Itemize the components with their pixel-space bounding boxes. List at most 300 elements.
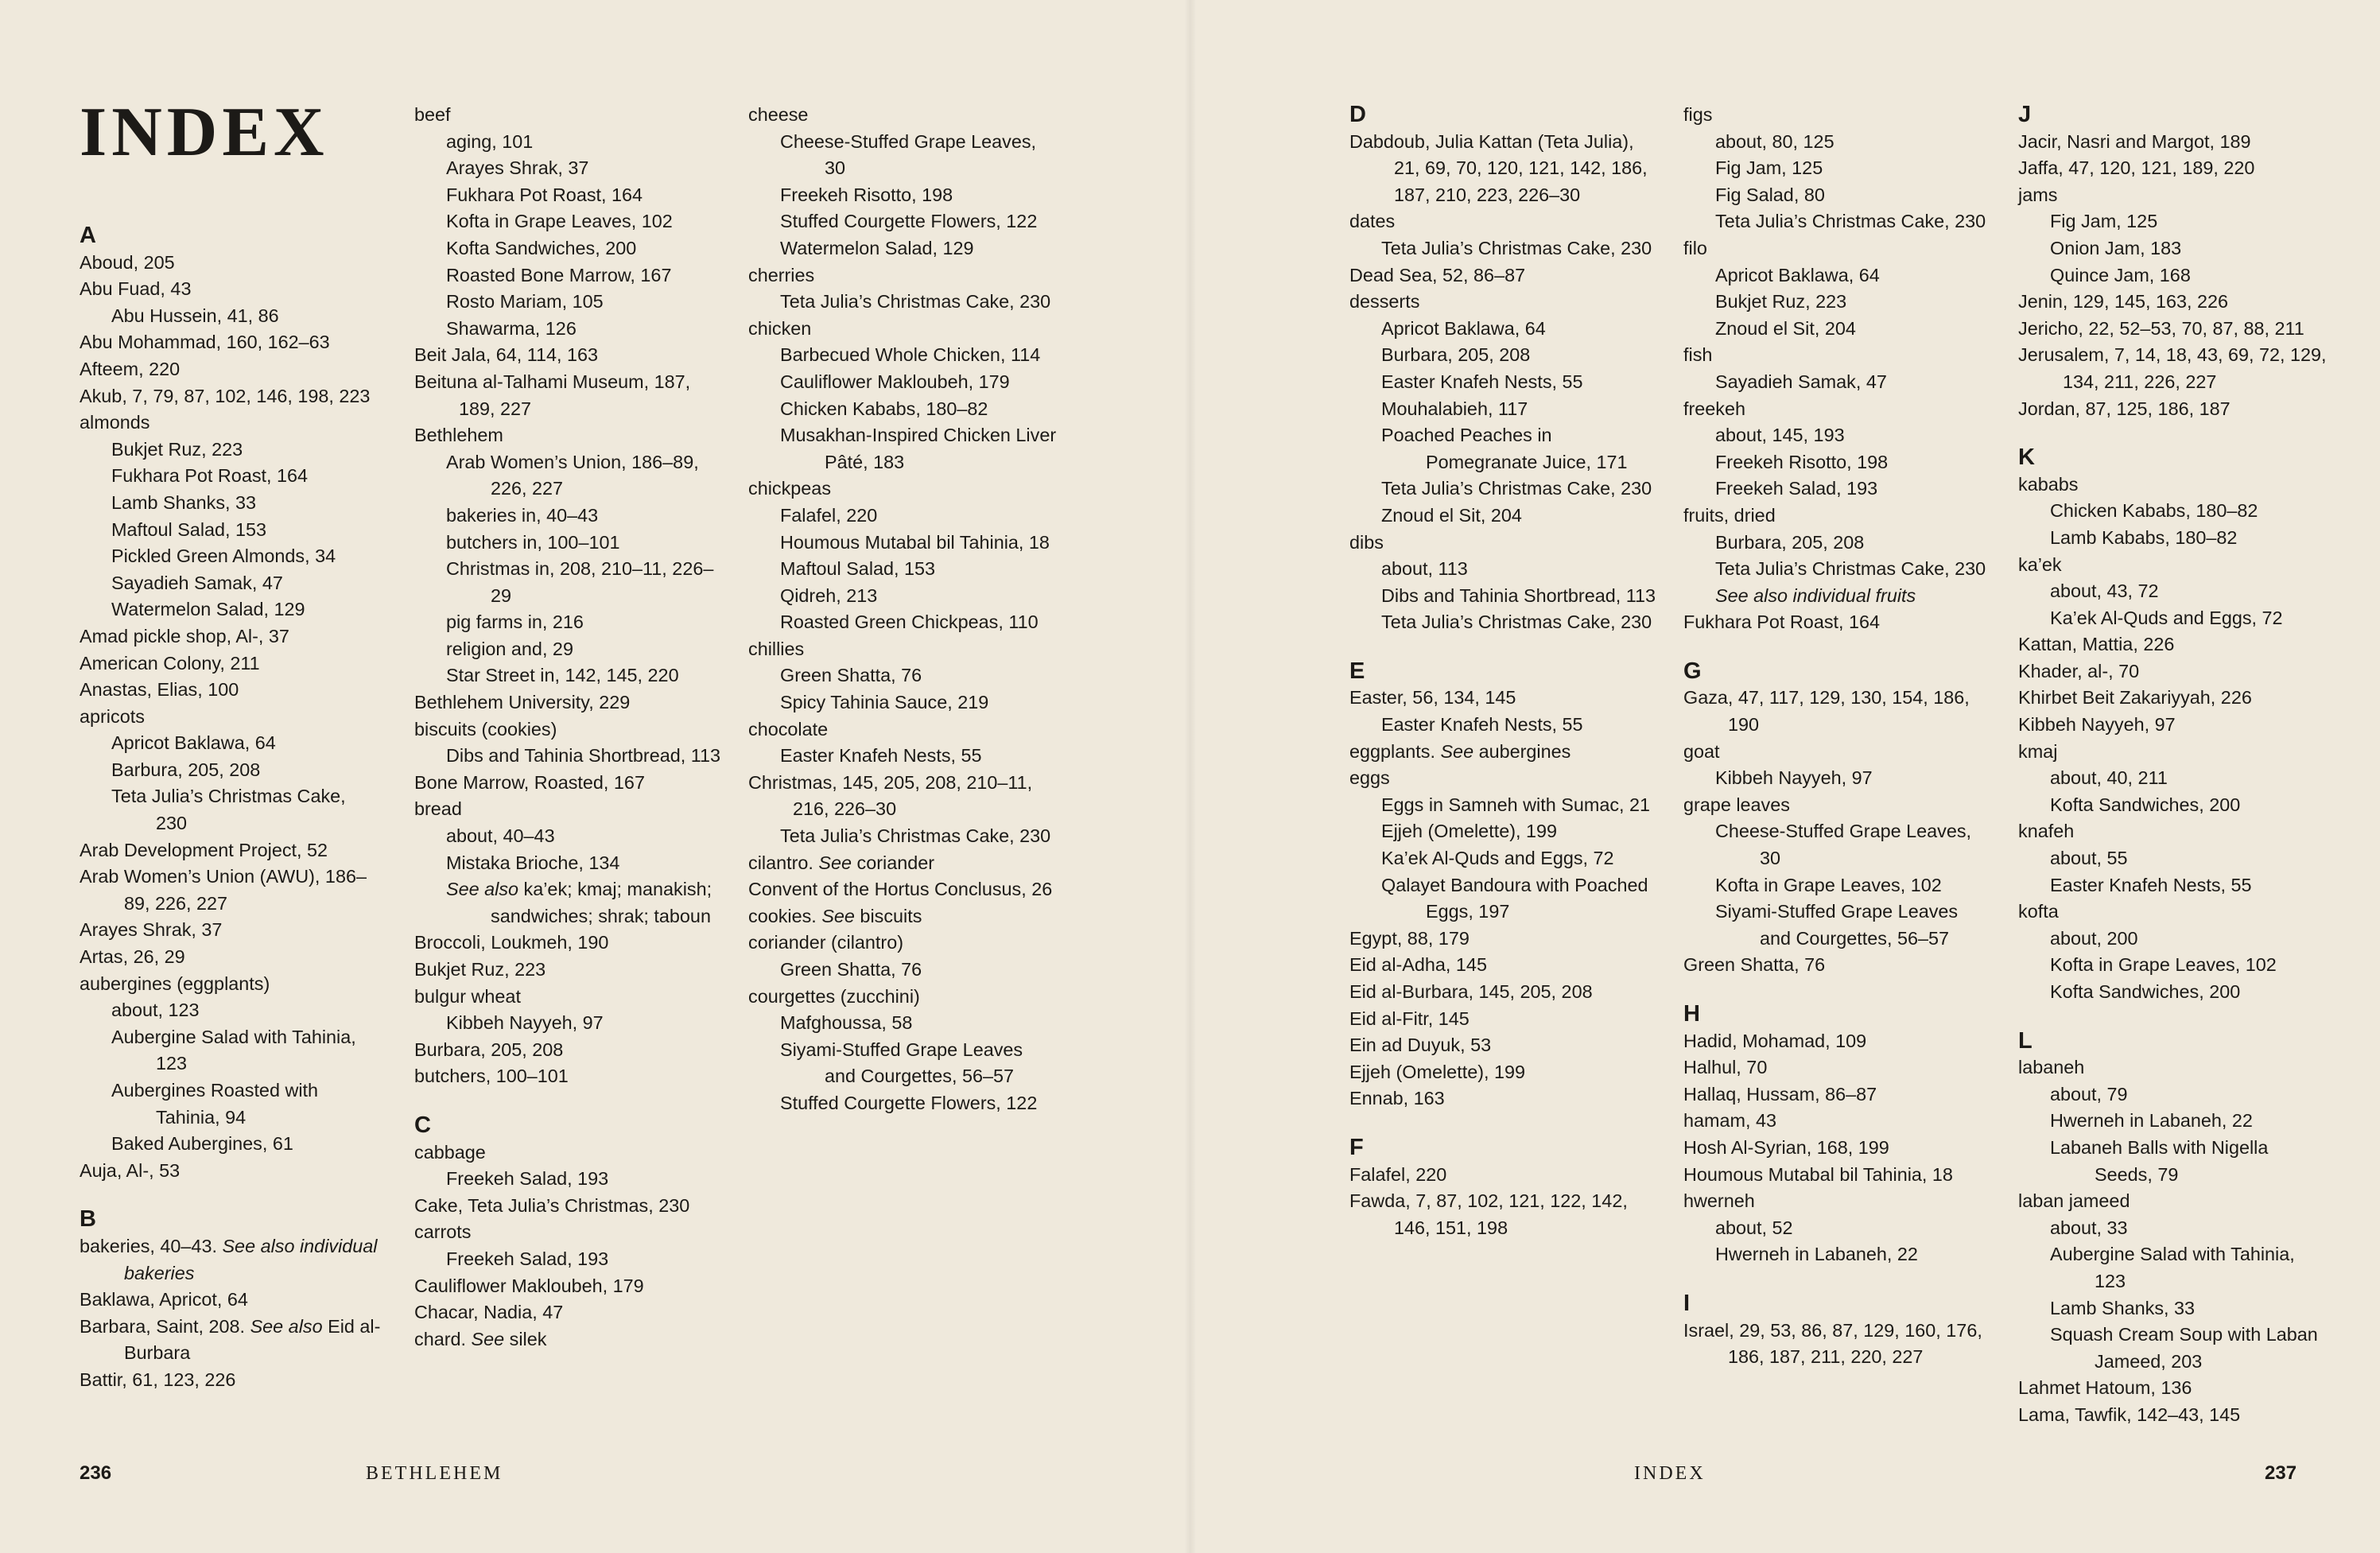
- entry-text: Aubergines Roasted with Tahinia, 94: [111, 1080, 319, 1128]
- index-subentry: [414, 636, 724, 663]
- entry-text: Eggs in Samneh with Sumac, 21: [1381, 794, 1651, 815]
- entry-text: Teta Julia’s Christmas Cake, 230: [1715, 558, 1986, 580]
- entry-text: Quince Jam, 168: [2050, 264, 2191, 285]
- index-entry: [1349, 289, 1660, 316]
- index-subentry: [414, 609, 724, 636]
- index-subentry: [748, 369, 1058, 396]
- index-entry: [80, 650, 382, 677]
- index-column-5: [1683, 102, 1994, 1371]
- entry-text: Anastas, Elias, 100: [80, 679, 239, 701]
- entry-text: Mistaka Brioche, 134: [446, 852, 620, 873]
- index-subentry: [80, 757, 382, 784]
- entry-text: Star Street in, 142, 145, 220: [446, 665, 679, 686]
- entry-text: Apricot Baklawa, 64: [111, 732, 276, 754]
- entry-text: Akub, 7, 79, 87, 102, 146, 198, 223: [80, 385, 371, 406]
- entry-text: about, 200: [2050, 927, 2138, 949]
- index-entry: [1683, 342, 1994, 369]
- entry-text: about, 79: [2050, 1083, 2128, 1105]
- entry-text: Arab Women’s Union, 186–89, 226, 227: [446, 451, 699, 499]
- entry-text: Christmas in, 208, 210–11, 226–29: [446, 558, 714, 606]
- index-subentry: [1349, 369, 1660, 396]
- cross-reference: See: [821, 905, 855, 926]
- index-subentry: [2018, 578, 2328, 605]
- index-entry: [414, 1140, 724, 1167]
- index-entry: [2018, 1054, 2328, 1081]
- index-subentry: [414, 182, 724, 209]
- index-entry: [748, 984, 1058, 1011]
- index-entry: [1349, 1162, 1660, 1189]
- entry-text: Apricot Baklawa, 64: [1715, 264, 1880, 285]
- index-subentry: [2018, 926, 2328, 953]
- entry-text: Hosh Al-Syrian, 168, 199: [1683, 1136, 1889, 1158]
- index-subentry: [748, 556, 1058, 583]
- entry-text: Barbara, Saint, 208.: [80, 1315, 250, 1337]
- index-subentry: [748, 208, 1058, 235]
- entry-text: Green Shatta, 76: [1683, 954, 1826, 976]
- entry-text: Ejjeh (Omelette), 199: [1381, 821, 1558, 842]
- section-letter: D: [1349, 102, 1366, 127]
- entry-text: Kofta in Grape Leaves, 102: [2050, 954, 2277, 976]
- entry-text: about, 33: [2050, 1217, 2128, 1238]
- index-subentry: [1349, 818, 1660, 845]
- cross-reference: See: [818, 852, 852, 873]
- entry-text: Lahmet Hatoum, 136: [2018, 1377, 2192, 1399]
- entry-text: Egypt, 88, 179: [1349, 927, 1470, 949]
- entry-text: grape leaves: [1683, 794, 1790, 815]
- entry-text: Arayes Shrak, 37: [80, 919, 223, 941]
- entry-text: Green Shatta, 76: [780, 665, 922, 686]
- index-column-1: [80, 223, 382, 1394]
- entry-text: aging, 101: [446, 130, 534, 152]
- index-entry: [414, 1219, 724, 1246]
- index-subentry: [80, 517, 382, 544]
- index-entry: [1683, 235, 1994, 262]
- entry-text: Jenin, 129, 145, 163, 226: [2018, 291, 2229, 313]
- index-entry: [80, 383, 382, 410]
- entry-text: Lamb Shanks, 33: [111, 491, 257, 513]
- entry-text: Hallaq, Hussam, 86–87: [1683, 1083, 1877, 1105]
- index-subentry: [748, 503, 1058, 530]
- index-subentry: [80, 1024, 382, 1077]
- entry-text: knafeh: [2018, 821, 2075, 842]
- index-subentry: [80, 490, 382, 517]
- index-subentry: [414, 1010, 724, 1037]
- index-subentry: [1683, 583, 1994, 610]
- entry-text: Shawarma, 126: [446, 317, 577, 339]
- cross-reference: See also: [250, 1315, 323, 1337]
- index-subentry: [414, 876, 724, 930]
- entry-text: goat: [1683, 740, 1720, 762]
- index-entry: [1349, 1006, 1660, 1033]
- entry-text: Aubergine Salad with Tahinia, 123: [2050, 1244, 2295, 1291]
- index-subentry: [748, 1010, 1058, 1037]
- entry-text: Gaza, 47, 117, 129, 130, 154, 186, 190: [1683, 687, 1970, 736]
- index-subentry: [80, 463, 382, 490]
- entry-text: Bukjet Ruz, 223: [414, 959, 546, 980]
- entry-text: Stuffed Courgette Flowers, 122: [780, 1092, 1038, 1113]
- entry-text: Houmous Mutabal bil Tahinia, 18: [1683, 1163, 1953, 1185]
- cross-reference: See: [1440, 740, 1474, 762]
- index-entry: [2018, 818, 2328, 845]
- entry-text: Cheese-Stuffed Grape Leaves, 30: [1715, 821, 1972, 869]
- index-subentry: [1349, 845, 1660, 872]
- entry-text: Arayes Shrak, 37: [446, 157, 589, 179]
- entry-text: Lamb Shanks, 33: [2050, 1297, 2196, 1318]
- index-subentry: [414, 530, 724, 557]
- index-subentry: [1349, 235, 1660, 262]
- index-entry: [414, 1273, 724, 1300]
- index-subentry: [414, 556, 724, 609]
- entry-text: Eid al-Adha, 145: [1349, 954, 1487, 976]
- entry-text: bakeries, 40–43.: [80, 1235, 223, 1256]
- index-entry: [1349, 765, 1660, 792]
- index-entry: [414, 716, 724, 743]
- entry-text: carrots: [414, 1221, 472, 1243]
- index-subentry: [1349, 609, 1660, 636]
- entry-text: Siyami-Stuffed Grape Leaves and Courgettes, 56–57: [780, 1039, 1023, 1087]
- entry-text: Bethlehem University, 229: [414, 692, 631, 713]
- entry-text: Abu Mohammad, 160, 162–63: [80, 332, 330, 353]
- index-subentry: [414, 235, 724, 262]
- index-subentry: [1349, 872, 1660, 926]
- entry-text: about, 145, 193: [1715, 425, 1845, 446]
- index-subentry: [414, 662, 724, 689]
- index-subentry: [414, 503, 724, 530]
- entry-text: about, 113: [1381, 558, 1468, 580]
- entry-text: Auja, Al-, 53: [80, 1159, 181, 1181]
- index-entry: [1349, 952, 1660, 979]
- index-entry: [2018, 1188, 2328, 1215]
- index-entry: [80, 704, 382, 731]
- index-subentry: [80, 437, 382, 464]
- index-subentry: [748, 689, 1058, 716]
- entry-text: Easter, 56, 134, 145: [1349, 687, 1516, 709]
- section-letter: A: [80, 223, 96, 248]
- index-subentry: [1349, 792, 1660, 819]
- entry-text: Burbara, 205, 208: [414, 1039, 564, 1060]
- entry-text: Kibbeh Nayyeh, 97: [2018, 714, 2176, 736]
- index-entry: [2018, 316, 2328, 343]
- index-entry: [414, 1063, 724, 1090]
- entry-text: Eid al-Burbara, 145, 205, 208: [1349, 981, 1593, 1002]
- entry-text: about, 123: [111, 1000, 200, 1021]
- entry-text: Bethlehem: [414, 425, 503, 446]
- index-entry: [80, 276, 382, 303]
- index-subentry: [1683, 129, 1994, 156]
- entry-text: dibs: [1349, 531, 1384, 553]
- entry-text: bread: [414, 798, 462, 820]
- index-entry: [80, 944, 382, 971]
- index-entry: [748, 262, 1058, 289]
- entry-text: Khader, al-, 70: [2018, 660, 2140, 681]
- index-entry: [414, 1326, 724, 1353]
- entry-text: about, 52: [1715, 1217, 1793, 1238]
- entry-text: Hadid, Mohamad, 109: [1683, 1030, 1867, 1051]
- entry-text: Rosto Mariam, 105: [446, 291, 604, 313]
- entry-text: Easter Knafeh Nests, 55: [1381, 714, 1583, 736]
- entry-text: Teta Julia’s Christmas Cake, 230: [1381, 611, 1652, 633]
- index-subentry: [748, 583, 1058, 610]
- index-subentry: [1683, 155, 1994, 182]
- entry-text: Barbura, 205, 208: [111, 759, 261, 780]
- entry-text: Kibbeh Nayyeh, 97: [446, 1012, 604, 1034]
- index-subentry: [748, 823, 1058, 850]
- entry-text: Maftoul Salad, 153: [111, 518, 267, 540]
- entry-text: Jordan, 87, 125, 186, 187: [2018, 398, 2231, 419]
- index-subentry: [80, 997, 382, 1024]
- index-subentry: [748, 1090, 1058, 1117]
- index-subentry: [1349, 316, 1660, 343]
- index-entry: [1683, 609, 1994, 636]
- entry-text: biscuits (cookies): [414, 718, 557, 740]
- entry-text: butchers, 100–101: [414, 1066, 569, 1087]
- index-subentry: [80, 596, 382, 623]
- index-subentry: [1349, 342, 1660, 369]
- entry-text: Beituna al-Talhami Museum, 187, 189, 227: [414, 371, 691, 419]
- index-subentry: [748, 609, 1058, 636]
- index-entry: [414, 796, 724, 823]
- index-subentry: [1683, 449, 1994, 476]
- entry-text: Freekeh Risotto, 198: [1715, 451, 1889, 472]
- entry-text: fruits, dried: [1683, 504, 1776, 526]
- entry-text: figs: [1683, 104, 1713, 125]
- left-running-head: BETHLEHEM: [366, 1463, 503, 1484]
- entry-text: Barbecued Whole Chicken, 114: [780, 344, 1041, 366]
- index-entry: [80, 356, 382, 383]
- index-entry: [748, 770, 1058, 823]
- entry-text: Watermelon Salad, 129: [111, 599, 305, 620]
- entry-text: about, 80, 125: [1715, 130, 1835, 152]
- entry-text: cherries: [748, 264, 815, 285]
- index-entry: [1683, 1054, 1994, 1081]
- entry-text: Christmas, 145, 205, 208, 210–11, 216, 226–30: [748, 771, 1033, 820]
- index-subentry: [414, 262, 724, 289]
- entry-text: Jericho, 22, 52–53, 70, 87, 88, 211: [2018, 317, 2304, 339]
- entry-text: jams: [2018, 184, 2058, 205]
- index-subentry: [80, 570, 382, 597]
- index-subentry: [748, 182, 1058, 209]
- index-column-2: [414, 102, 724, 1353]
- index-subentry: [2018, 872, 2328, 899]
- index-entry: [2018, 631, 2328, 658]
- entry-text: Watermelon Salad, 129: [780, 237, 974, 258]
- entry-text: American Colony, 211: [80, 652, 260, 674]
- entry-text: Burbara, 205, 208: [1715, 531, 1865, 553]
- index-subentry: [80, 543, 382, 570]
- index-subentry: [414, 289, 724, 316]
- index-entry: [1349, 685, 1660, 712]
- entry-text: Eid al-Fitr, 145: [1349, 1008, 1470, 1029]
- index-entry: [414, 102, 724, 129]
- entry-text: Labaneh Balls with Nigella Seeds, 79: [2050, 1136, 2269, 1185]
- index-subentry: [2018, 1108, 2328, 1135]
- index-entry: [1349, 129, 1660, 209]
- entry-text: kofta: [2018, 901, 2059, 922]
- entry-text: Fukhara Pot Roast, 164: [111, 465, 309, 487]
- index-entry: [2018, 685, 2328, 712]
- index-subentry: [748, 1037, 1058, 1090]
- index-entry: [414, 957, 724, 984]
- entry-text: Teta Julia’s Christmas Cake, 230: [1381, 478, 1652, 499]
- index-entry: [80, 1158, 382, 1185]
- index-entry: [414, 930, 724, 957]
- index-entry: [80, 1287, 382, 1314]
- entry-text: apricots: [80, 705, 145, 727]
- entry-text: Halhul, 70: [1683, 1057, 1768, 1078]
- index-entry: [2018, 182, 2328, 209]
- index-subentry: [748, 530, 1058, 557]
- entry-text: Afteem, 220: [80, 358, 181, 379]
- right-page-number: 237: [2265, 1462, 2297, 1484]
- entry-text: eggs: [1349, 767, 1390, 789]
- index-entry: [80, 971, 382, 998]
- entry-text: Aubergine Salad with Tahinia, 123: [111, 1026, 356, 1074]
- entry-text: bulgur wheat: [414, 985, 521, 1007]
- entry-text: Mouhalabieh, 117: [1381, 398, 1528, 419]
- index-subentry: [748, 957, 1058, 984]
- entry-text: Roasted Bone Marrow, 167: [446, 264, 672, 285]
- index-subentry: [1683, 369, 1994, 396]
- index-entry: [748, 903, 1058, 930]
- index-subentry: [748, 422, 1058, 476]
- index-entry: [1683, 739, 1994, 766]
- index-column-3: [748, 102, 1058, 1117]
- entry-text: Ejjeh (Omelette), 199: [1349, 1061, 1526, 1082]
- index-entry: [1683, 1028, 1994, 1055]
- entry-text: Musakhan-Inspired Chicken Liver Pâté, 183: [780, 425, 1057, 472]
- index-subentry: [748, 743, 1058, 770]
- index-entry: [80, 917, 382, 944]
- index-entry: [748, 930, 1058, 957]
- index-subentry: [414, 823, 724, 850]
- entry-text: Chacar, Nadia, 47: [414, 1302, 564, 1323]
- entry-text: Bukjet Ruz, 223: [1715, 291, 1847, 313]
- index-entry: [1683, 503, 1994, 530]
- entry-text: Teta Julia’s Christmas Cake, 230: [780, 825, 1051, 847]
- index-subentry: [748, 235, 1058, 262]
- index-subentry: [1349, 503, 1660, 530]
- index-entry: [80, 864, 382, 917]
- index-entry: [80, 837, 382, 864]
- index-entry: [414, 422, 724, 449]
- index-entry: [414, 1193, 724, 1220]
- entry-text: Chicken Kababs, 180–82: [2050, 500, 2258, 522]
- entry-text: Aboud, 205: [80, 251, 175, 273]
- entry-text: cilantro.: [748, 852, 819, 873]
- section-letter: G: [1683, 658, 1702, 684]
- entry-text: Siyami-Stuffed Grape Leaves and Courgettes, 56–57: [1715, 901, 1959, 949]
- cross-reference: See also individual fruits: [1715, 584, 1916, 606]
- index-subentry: [1683, 1241, 1994, 1268]
- index-entry: [1349, 1059, 1660, 1086]
- entry-text: Convent of the Hortus Conclusus, 26: [748, 879, 1053, 900]
- index-subentry: [2018, 208, 2328, 235]
- entry-text: Fig Jam, 125: [2050, 211, 2158, 232]
- entry-text: cheese: [748, 104, 809, 125]
- index-subentry: [748, 396, 1058, 423]
- index-subentry: [2018, 1081, 2328, 1108]
- index-entry: [748, 850, 1058, 877]
- book-gutter: [1185, 0, 1196, 1553]
- index-entry: [1349, 926, 1660, 953]
- entry-text: filo: [1683, 237, 1707, 258]
- entry-text: Arab Development Project, 52: [80, 839, 328, 860]
- index-entry: [80, 1314, 382, 1367]
- index-entry: [80, 410, 382, 437]
- entry-text: eggplants.: [1349, 740, 1441, 762]
- entry-text: Znoud el Sit, 204: [1381, 504, 1522, 526]
- section-letter: C: [414, 1112, 431, 1138]
- index-entry: [2018, 899, 2328, 926]
- entry-text: labaneh: [2018, 1057, 2085, 1078]
- index-subentry: [748, 289, 1058, 316]
- index-entry: [2018, 1375, 2328, 1402]
- entry-text: Bone Marrow, Roasted, 167: [414, 771, 645, 793]
- entry-text: Falafel, 220: [780, 504, 878, 526]
- index-entry: [2018, 552, 2328, 579]
- index-subentry: [2018, 1322, 2328, 1375]
- index-entry: [414, 689, 724, 716]
- entry-text: about, 40–43: [446, 825, 555, 847]
- index-entry: [80, 1367, 382, 1394]
- entry-text: Maftoul Salad, 153: [780, 558, 936, 580]
- entry-text: Bukjet Ruz, 223: [111, 438, 243, 460]
- index-subentry: [2018, 1295, 2328, 1322]
- index-entry: [1683, 1318, 1994, 1371]
- index-entry: [2018, 396, 2328, 423]
- index-entry: [748, 876, 1058, 903]
- entry-text: Ennab, 163: [1349, 1088, 1445, 1109]
- index-entry: [414, 984, 724, 1011]
- entry-text: ka’ek: [2018, 553, 2062, 575]
- index-subentry: [1683, 289, 1994, 316]
- cross-reference: See also individual bakeries: [124, 1235, 378, 1283]
- entry-text: Cake, Teta Julia’s Christmas, 230: [414, 1194, 690, 1216]
- index-subentry: [414, 155, 724, 182]
- index-entry: [748, 636, 1058, 663]
- entry-text: Spicy Tahinia Sauce, 219: [780, 692, 989, 713]
- entry-text: Freekeh Salad, 193: [446, 1248, 609, 1269]
- entry-text: Cauliflower Makloubeh, 179: [780, 371, 1010, 392]
- index-entry: [1683, 1188, 1994, 1215]
- section-letter: L: [2018, 1027, 2033, 1054]
- index-subentry: [2018, 845, 2328, 872]
- index-entry: [748, 476, 1058, 503]
- entry-text: Fig Jam, 125: [1715, 157, 1823, 179]
- entry-text: Mafghoussa, 58: [780, 1012, 913, 1034]
- index-subentry: [414, 743, 724, 770]
- index-subentry: [1683, 556, 1994, 583]
- index-subentry: [1349, 556, 1660, 583]
- entry-text: Poached Peaches in Pomegranate Juice, 171: [1381, 425, 1628, 472]
- index-subentry: [80, 1131, 382, 1158]
- index-subentry: [2018, 498, 2328, 525]
- entry-text: coriander (cilantro): [748, 932, 903, 953]
- index-entry: [1683, 792, 1994, 819]
- entry-text: Znoud el Sit, 204: [1715, 317, 1856, 339]
- entry-text: hwerneh: [1683, 1190, 1755, 1212]
- entry-text: chickpeas: [748, 478, 832, 499]
- index-entry: [1349, 979, 1660, 1006]
- entry-text: beef: [414, 104, 451, 125]
- entry-text: Dead Sea, 52, 86–87: [1349, 264, 1526, 285]
- entry-text: bakeries in, 40–43: [446, 504, 599, 526]
- index-entry: [1683, 1108, 1994, 1135]
- entry-text: Kofta Sandwiches, 200: [2050, 981, 2241, 1002]
- entry-text: aubergines (eggplants): [80, 973, 270, 994]
- index-subentry: [414, 1166, 724, 1193]
- index-subentry: [2018, 525, 2328, 552]
